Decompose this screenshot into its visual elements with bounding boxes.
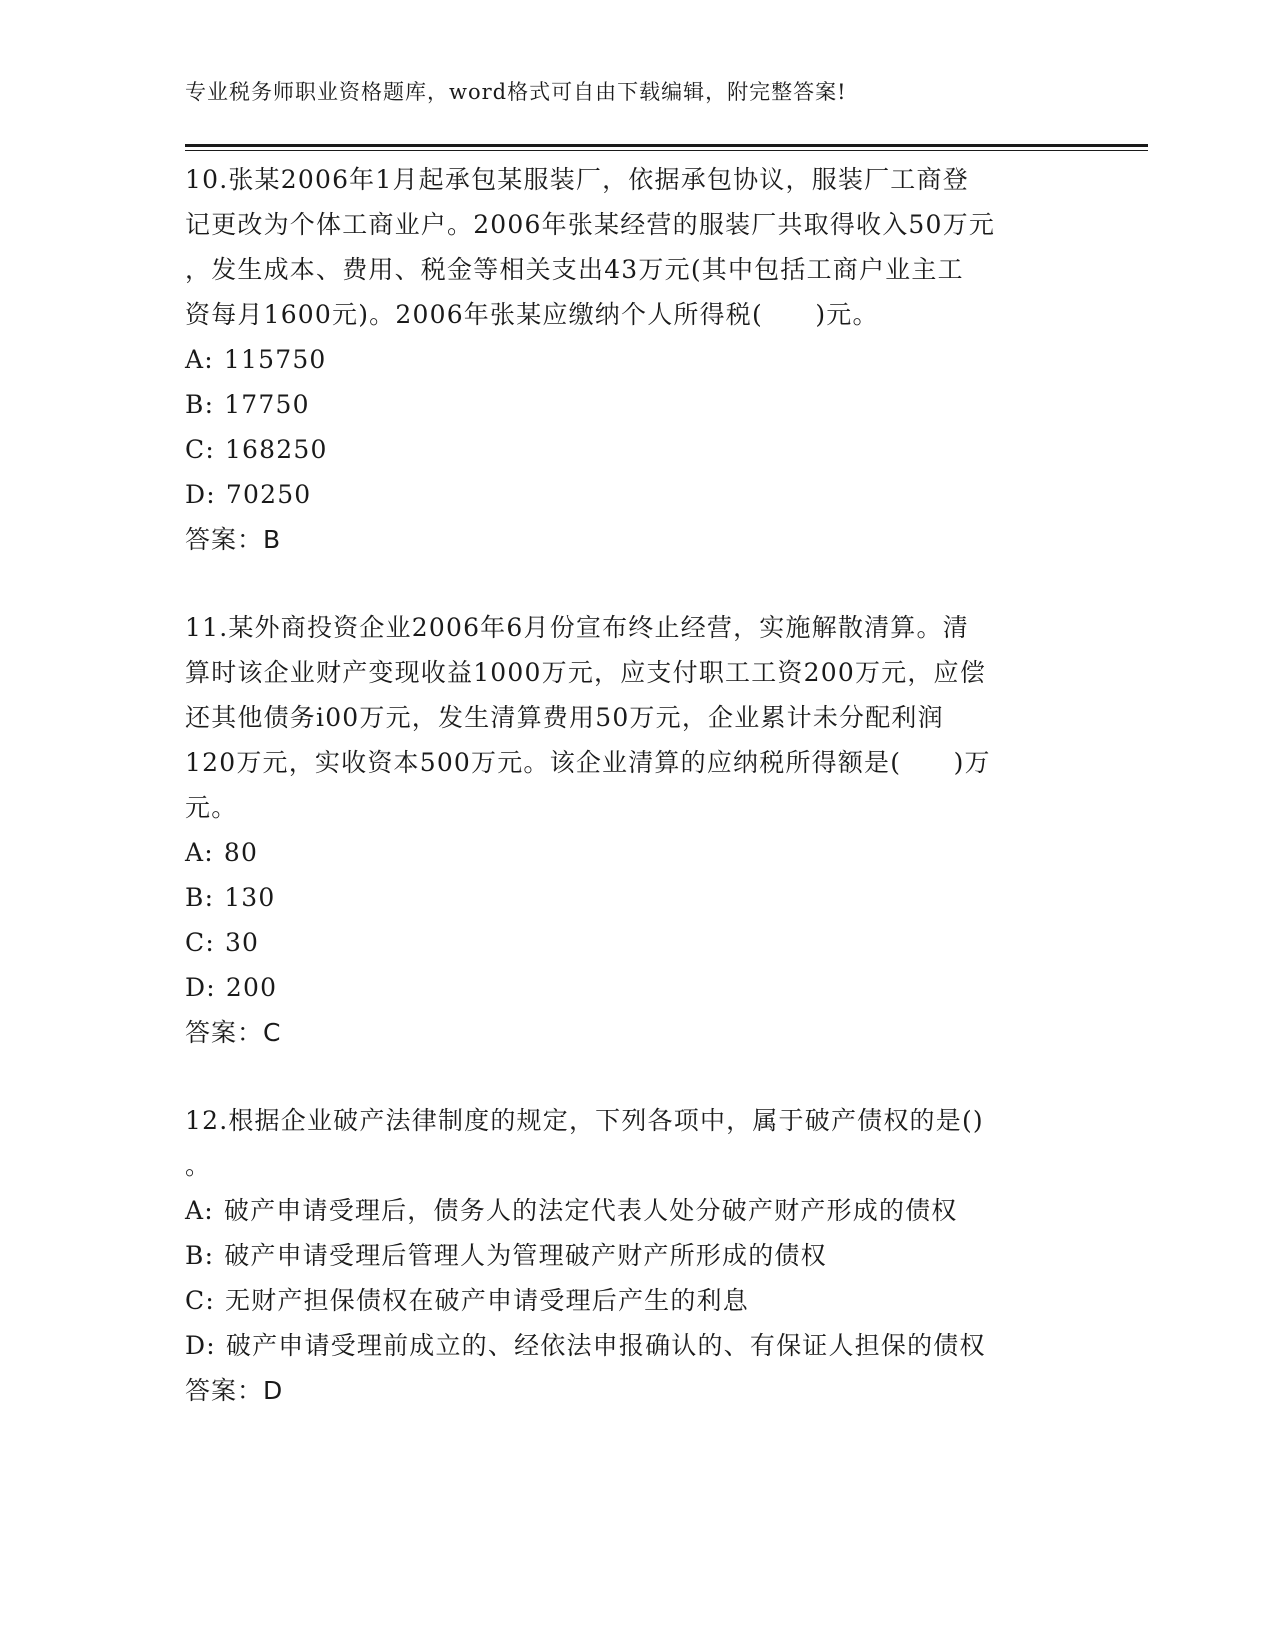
option-b xyxy=(185,875,1085,920)
answer-text: 答案：B xyxy=(185,525,282,554)
stem-line: 12.根据企业破产法律制度的规定，下列各项中，属于破产债权的是() xyxy=(185,1106,984,1135)
option-a xyxy=(185,830,1085,875)
answer-text: 答案：D xyxy=(185,1376,284,1405)
question-stem xyxy=(185,605,1085,830)
option-text: 30 xyxy=(224,928,260,957)
option-key: C: xyxy=(185,928,215,957)
option-key: D: xyxy=(185,1331,216,1360)
option-a xyxy=(185,1188,1085,1233)
question-12 xyxy=(185,1098,1085,1413)
option-text: 115750 xyxy=(223,345,327,374)
option-text: 破产申请受理前成立的、经依法申报确认的、有保证人担保的债权 xyxy=(225,1331,986,1360)
stem-line: 。 xyxy=(185,1151,212,1180)
option-text: 70250 xyxy=(225,480,312,509)
stem-line: 10.张某2006年1月起承包某服装厂，依据承包协议，服装厂工商登 xyxy=(185,165,969,194)
option-key: A: xyxy=(185,345,214,374)
question-11 xyxy=(185,605,1085,1055)
stem-line: 11.某外商投资企业2006年6月份宣布终止经营，实施解散清算。清 xyxy=(185,613,969,642)
question-10 xyxy=(185,157,1085,562)
option-d xyxy=(185,1323,1085,1368)
question-stem xyxy=(185,157,1085,337)
stem-line: ，发生成本、费用、税金等相关支出43万元(其中包括工商户业主工 xyxy=(185,255,964,284)
option-text: 17750 xyxy=(224,390,310,419)
option-text: 无财产担保债权在破产申请受理后产生的利息 xyxy=(224,1286,749,1315)
option-key: A: xyxy=(185,1196,214,1225)
header-rule-thick xyxy=(185,144,1148,147)
option-c xyxy=(185,1278,1085,1323)
option-key: D: xyxy=(185,973,216,1002)
header-rule-thin xyxy=(185,150,1148,151)
option-key: A: xyxy=(185,838,214,867)
option-text: 80 xyxy=(223,838,259,867)
stem-line: 元。 xyxy=(185,793,238,822)
option-key: B: xyxy=(185,1241,215,1270)
page-header-text: 专业税务师职业资格题库，word格式可自由下载编辑，附完整答案! xyxy=(185,80,847,104)
stem-line: 120万元，实收资本500万元。该企业清算的应纳税所得额是( )万 xyxy=(185,748,991,777)
option-a xyxy=(185,337,1085,382)
option-d xyxy=(185,965,1085,1010)
option-text: 破产申请受理后，债务人的法定代表人处分破产财产形成的债权 xyxy=(223,1196,958,1225)
stem-line: 资每月1600元)。2006年张某应缴纳个人所得税( )元。 xyxy=(185,300,879,329)
question-stem xyxy=(185,1098,1085,1188)
option-key: C: xyxy=(185,435,215,464)
stem-line: 记更改为个体工商业户。2006年张某经营的服装厂共取得收入50万元 xyxy=(185,210,996,239)
option-text: 168250 xyxy=(224,435,328,464)
option-text: 200 xyxy=(225,973,278,1002)
option-key: B: xyxy=(185,390,215,419)
option-b xyxy=(185,382,1085,427)
option-key: C: xyxy=(185,1286,215,1315)
option-key: D: xyxy=(185,480,216,509)
option-b xyxy=(185,1233,1085,1278)
option-text: 破产申请受理后管理人为管理破产财产所形成的债权 xyxy=(224,1241,827,1270)
answer-text: 答案：C xyxy=(185,1018,282,1047)
option-c xyxy=(185,427,1085,472)
stem-line: 还其他债务i00万元，发生清算费用50万元，企业累计未分配利润 xyxy=(185,703,944,732)
option-key: B: xyxy=(185,883,215,912)
option-d xyxy=(185,472,1085,517)
option-text: 130 xyxy=(224,883,276,912)
option-c xyxy=(185,920,1085,965)
stem-line: 算时该企业财产变现收益1000万元，应支付职工工资200万元，应偿 xyxy=(185,658,986,687)
